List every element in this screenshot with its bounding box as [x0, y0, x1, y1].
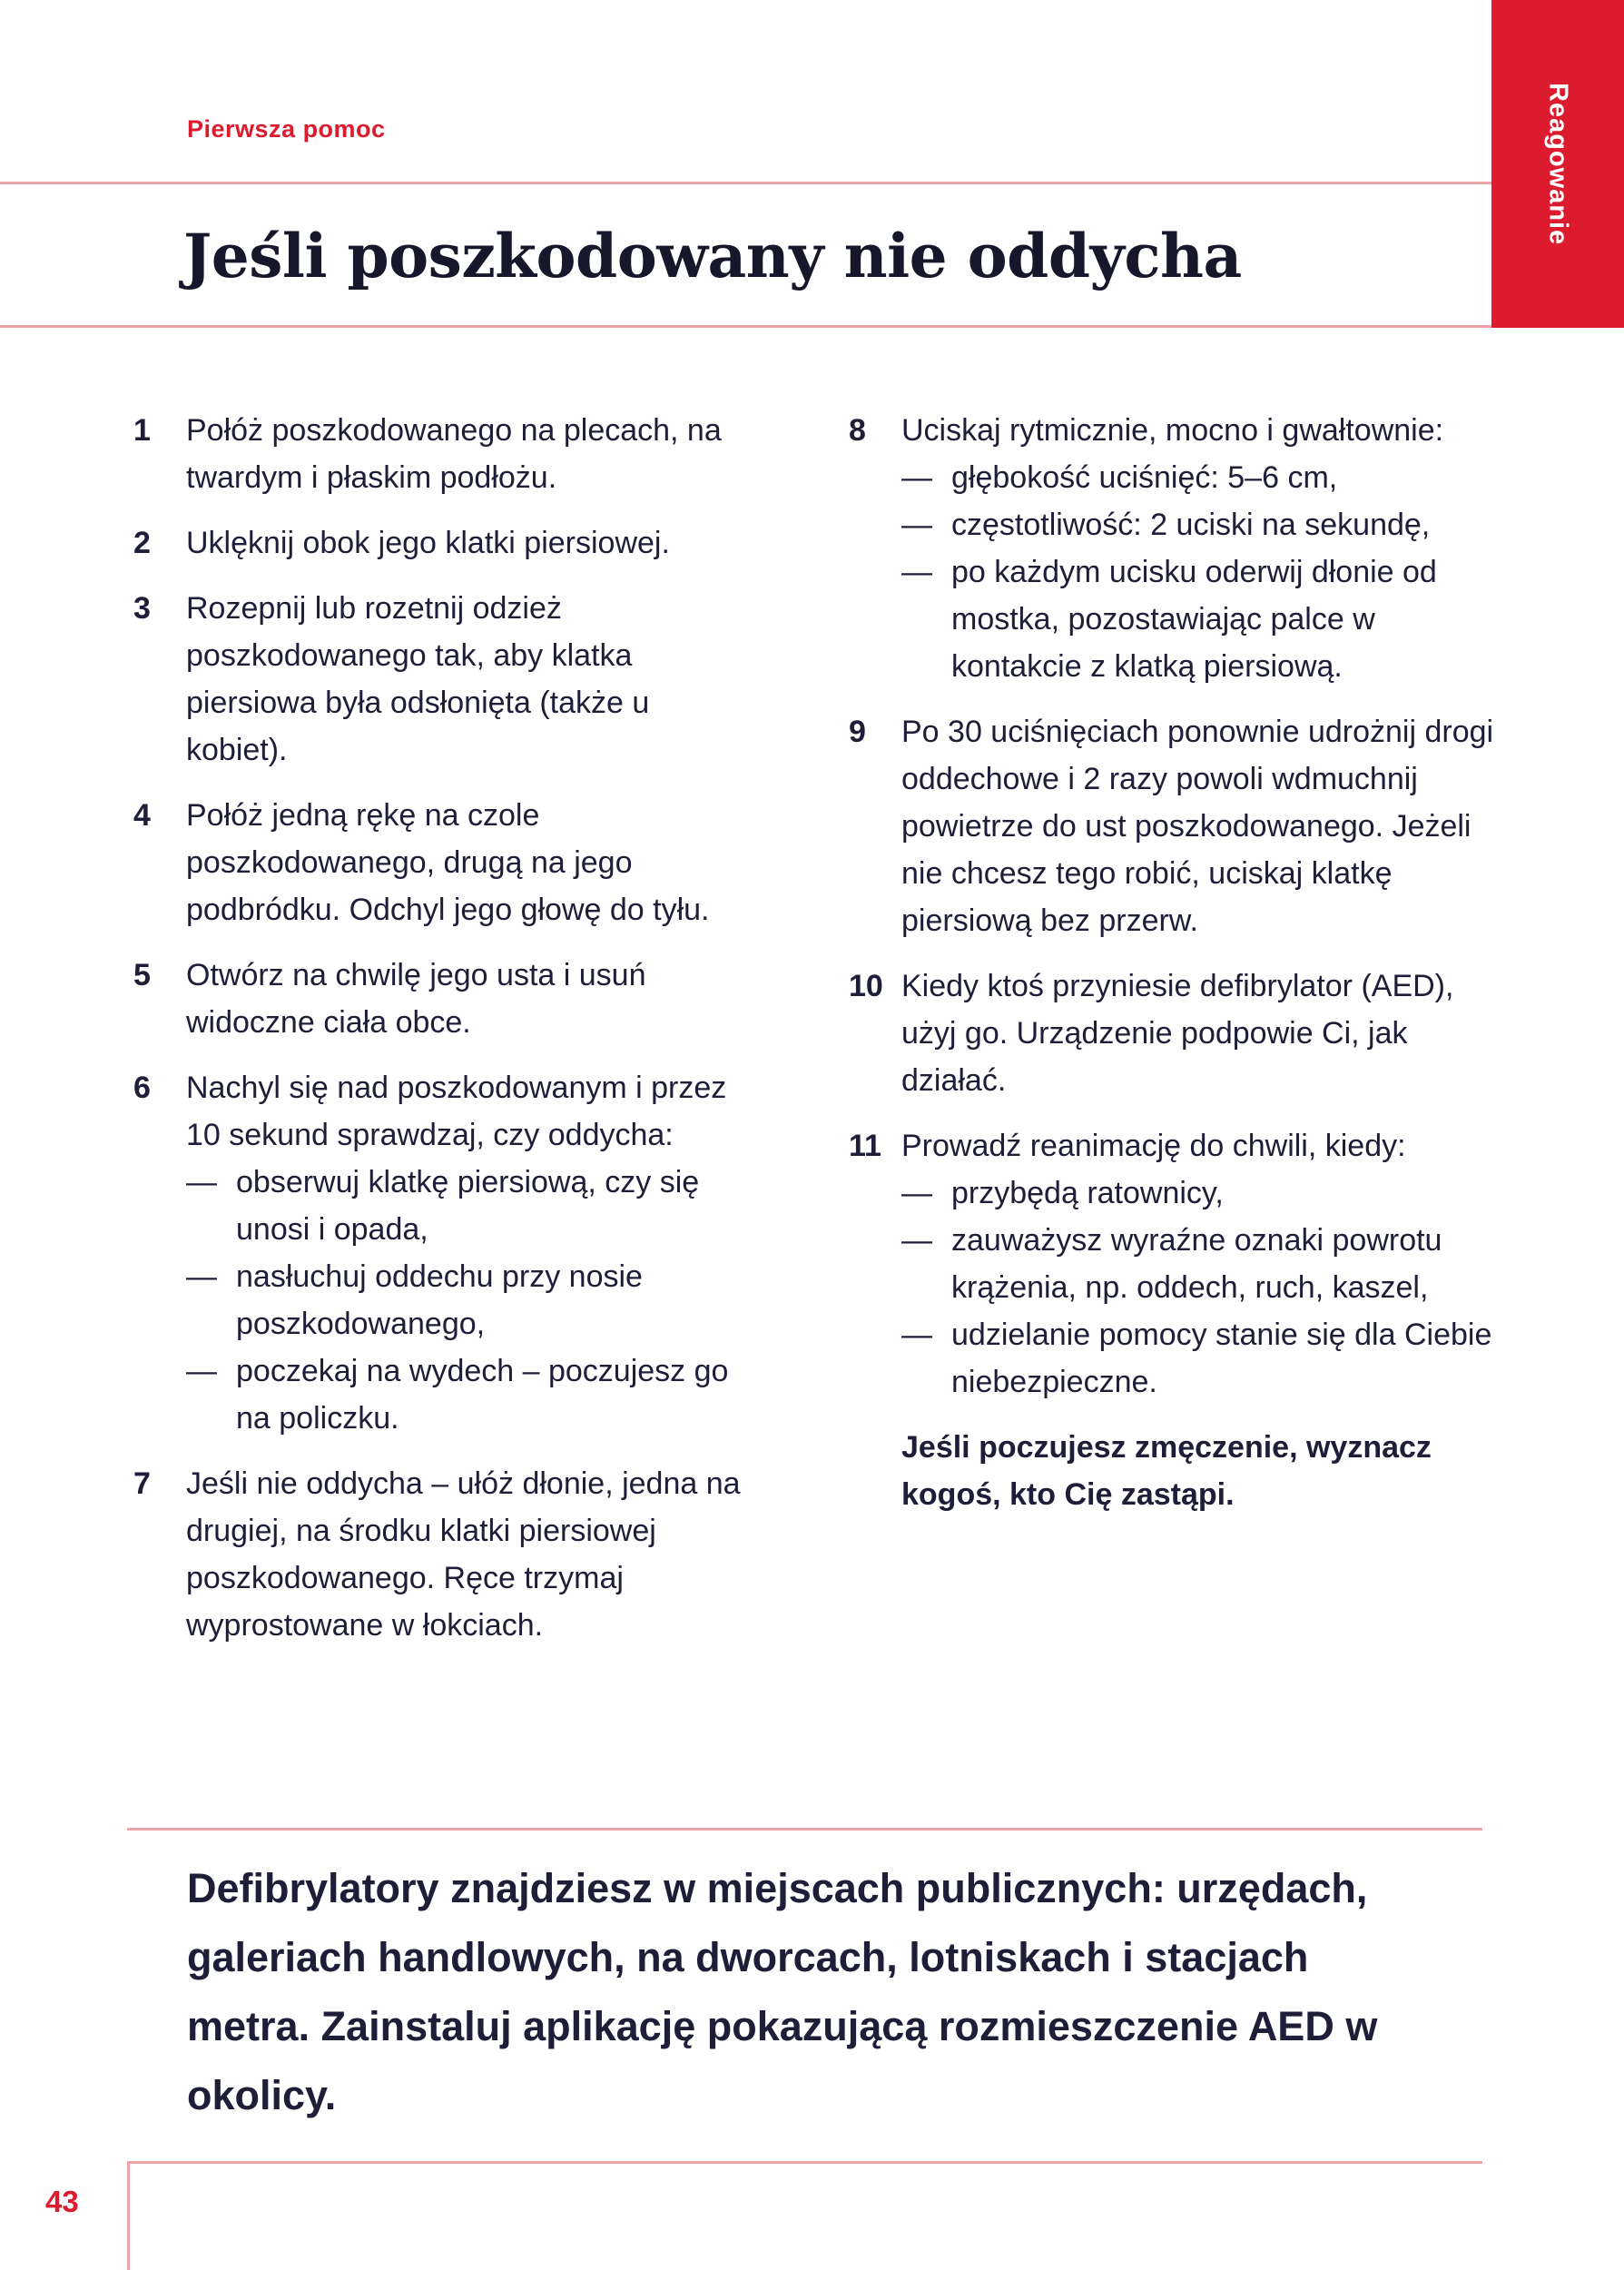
steps-column-left — [133, 407, 755, 1667]
step-item — [849, 708, 1498, 944]
step-body — [186, 952, 755, 1046]
page-number-divider — [127, 2164, 130, 2270]
sub-item-text: przybędą ratownicy, — [951, 1176, 1224, 1210]
section-eyebrow: Pierwsza pomoc — [187, 115, 386, 143]
sub-item-text: udzielanie pomocy stanie się dla Ciebie niebezpieczne. — [951, 1318, 1492, 1399]
dash-bullet: — — [901, 555, 932, 589]
step-item — [133, 952, 755, 1046]
dash-bullet: — — [901, 1318, 932, 1352]
step-item — [849, 407, 1498, 690]
step-item — [133, 519, 755, 567]
step-body — [901, 407, 1498, 690]
step-body — [901, 962, 1498, 1104]
step-text: Otwórz na chwilę jego usta i usuń widoczne ciała obce. — [186, 958, 646, 1040]
step-item — [849, 1122, 1498, 1406]
step-item — [133, 792, 755, 933]
divider-top — [0, 182, 1624, 184]
step-number — [849, 1424, 901, 1518]
side-tab-label: Reagowanie — [1543, 82, 1573, 246]
step-number: 6 — [133, 1071, 151, 1105]
step-body — [901, 1122, 1498, 1406]
step-number: 3 — [133, 591, 151, 626]
step-body — [186, 792, 755, 933]
step-body — [186, 519, 755, 567]
sub-item-text: częstotliwość: 2 uciski na sekundę, — [951, 508, 1431, 542]
dash-bullet: — — [901, 1223, 932, 1258]
step-number: 5 — [133, 958, 151, 992]
sub-item-text: po każdym ucisku oderwij dłonie od mostka, pozostawiając palce w kontakcie z klatką piersiową. — [951, 555, 1437, 684]
footer-divider-top — [127, 1828, 1482, 1831]
footer-divider-bottom — [127, 2161, 1482, 2164]
sub-item-text: głębokość uciśnięć: 5–6 cm, — [951, 460, 1338, 495]
step-body — [186, 1064, 755, 1442]
step-text: Jeśli poczujesz zmęczenie, wyznacz kogoś, kto Cię zastąpi. — [901, 1430, 1432, 1512]
sub-item-text: obserwuj klatkę piersiową, czy się unosi i opada, — [236, 1165, 700, 1247]
side-tab-reagowanie — [1491, 0, 1624, 328]
step-text: Prowadź reanimację do chwili, kiedy: — [901, 1129, 1406, 1163]
step-text: Połóż jedną rękę na czole poszkodowanego, drugą na jego podbródku. Odchyl jego głowę do tyłu. — [186, 798, 710, 927]
sub-item — [901, 1170, 1498, 1217]
step-text: Po 30 uciśnięciach ponownie udrożnij drogi oddechowe i 2 razy powoli wdmuchnij powietrze do ust poszkodowanego. Jeżeli nie chcesz tego robić, uciskaj klatkę piersiową bez przerw. — [901, 715, 1494, 938]
step-body — [186, 1460, 755, 1649]
step-text: Jeśli nie oddycha – ułóż dłonie, jedna na drugiej, na środku klatki piersiowej poszkodowanego. Ręce trzymaj wyprostowane w łokciach. — [186, 1466, 741, 1643]
step-body — [186, 407, 755, 501]
step-number: 8 — [849, 413, 866, 448]
steps-column-right — [849, 407, 1498, 1536]
dash-bullet: — — [901, 460, 932, 495]
dash-bullet: — — [186, 1259, 217, 1294]
step-text: Kiedy ktoś przyniesie defibrylator (AED), użyj go. Urządzenie podpowie Ci, jak działać. — [901, 969, 1454, 1098]
divider-under-title — [0, 325, 1624, 328]
dash-bullet: — — [186, 1354, 217, 1388]
step-item — [133, 1064, 755, 1442]
step-number: 4 — [133, 798, 151, 833]
sub-item-text: zauważysz wyraźne oznaki powrotu krążenia, np. oddech, ruch, kaszel, — [951, 1223, 1442, 1305]
footer-note-text: Defibrylatory znajdziesz w miejscach publicznych: urzędach, galeriach handlowych, na dworcach, lotniskach i stacjach metra. Zainstaluj aplikację pokazującą rozmieszczenie AED w okolicy. — [187, 1865, 1378, 2118]
step-number: 7 — [133, 1466, 151, 1501]
step-text: Uklęknij obok jego klatki piersiowej. — [186, 526, 670, 560]
sub-item — [901, 501, 1498, 548]
page-number: 43 — [45, 2185, 79, 2218]
sub-item — [186, 1253, 755, 1347]
page-title: Jeśli poszkodowany nie oddycha — [183, 221, 1242, 291]
step-text: Połóż poszkodowanego na plecach, na twardym i płaskim podłożu. — [186, 413, 722, 495]
step-text: Nachyl się nad poszkodowanym i przez 10 sekund sprawdzaj, czy oddycha: — [186, 1071, 727, 1152]
step-number: 11 — [849, 1129, 881, 1163]
step-number: 9 — [849, 715, 866, 749]
step-item — [133, 407, 755, 501]
dash-bullet: — — [901, 508, 932, 542]
sub-item-text: nasłuchuj oddechu przy nosie poszkodowanego, — [236, 1259, 643, 1341]
step-item — [133, 1460, 755, 1649]
sub-item — [901, 454, 1498, 501]
step-body — [901, 708, 1498, 944]
sub-item — [186, 1347, 755, 1442]
step-item — [849, 962, 1498, 1104]
sub-item — [901, 1217, 1498, 1311]
sub-item — [901, 1311, 1498, 1406]
emphasis-note — [849, 1424, 1498, 1518]
step-number: 2 — [133, 526, 151, 560]
step-text: Rozepnij lub rozetnij odzież poszkodowanego tak, aby klatka piersiowa była odsłonięta (także u kobiet). — [186, 591, 650, 767]
step-body — [186, 585, 755, 774]
step-number: 10 — [849, 969, 883, 1003]
sub-item-text: poczekaj na wydech – poczujesz go na policzku. — [236, 1354, 729, 1436]
step-item — [133, 585, 755, 774]
sub-item — [186, 1159, 755, 1253]
step-text: Uciskaj rytmicznie, mocno i gwałtownie: — [901, 413, 1444, 448]
dash-bullet: — — [186, 1165, 217, 1199]
sub-item — [901, 548, 1498, 690]
step-number: 1 — [133, 413, 151, 448]
step-body — [901, 1424, 1498, 1518]
dash-bullet: — — [901, 1176, 932, 1210]
